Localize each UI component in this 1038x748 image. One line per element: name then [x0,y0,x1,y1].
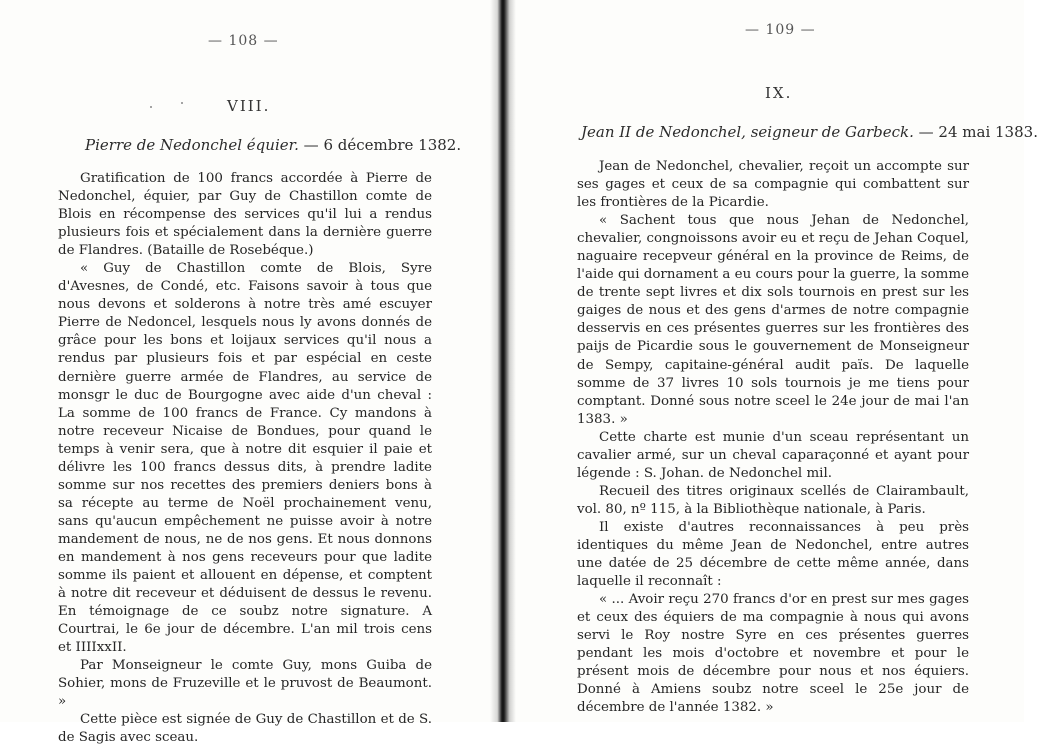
title-date: — 24 mai 1383. [913,123,1038,141]
ink-speck [150,106,152,108]
right-page [510,0,1038,722]
paragraph: Cette pièce est signée de Guy de Chastillon et de S. de Sagis avec sceau. [58,712,432,746]
title-date: — 6 décembre 1382. [298,136,462,154]
ink-speck [181,102,183,104]
section-heading: IX. [765,84,793,102]
paragraph: Recueil des titres originaux scellés de Clairambault, vol. 80, nº 115, à la Bibliothèque nationale, à Paris. [577,483,969,517]
body-text [577,158,969,717]
page-number: — 108 — [208,33,279,49]
paragraph: Jean de Nedonchel, chevalier, reçoit un accompte sur ses gages et ceux de sa compagnie qui combattent sur les frontières de la Picardie. [577,159,969,211]
paragraph: « Guy de Chastillon comte de Blois, Syre d'Avesnes, de Condé, etc. Faisons savoir à tous que nous devons et solderons à notre très amé escuyer Pierre de Nedoncel, lesquels nous ly avons donnés de grâce pour les bons et loijaux services qu'il nous a rendus par plusieurs fois et par espécial en ceste dernière guerre armée de Flandres, au service de monsgr le duc de Bourgogne avec aide d'un cheval : La somme de 100 francs de France. Cy mandons à notre receveur Nicaise de Bondues, pour quand le temps à venir sera, que à notre dit esquier il paie et délivre les 100 francs dessus dits, à prendre ladite somme sur nos recettes des premiers deniers bons à sa récepte au terme de Noël prochainement venu, sans qu'aucun empêchement ne puisse avoir à notre mandement de nous, ne de nos gens. Et nous donnons en mandement à nos gens receveurs pour que ladite somme ils paient et allouent en dépense, et comptent à notre dit receveur et déduisent de dessus le revenu. En témoignage de ce soubz notre signature. A Courtrai, le 6e jour de décembre. L'an mil trois cens et IIIIxxII. [58,261,432,656]
title-name: Jean II de Nedonchel, seigneur de Garbeck. [581,123,914,141]
page-number: — 109 — [745,22,816,38]
section-title [581,123,1038,141]
section-heading: VIII. [227,97,271,115]
paragraph: Gratification de 100 francs accordée à Pierre de Nedonchel, équier, par Guy de Chastillon comte de Blois en récompense des services qu'il lui a rendus plusieurs fois et spécialement dans la dernière guerre de Flandres. (Bataille de Rosebéque.) [58,171,432,259]
paragraph: Par Monseigneur le comte Guy, mons Guiba de Sohier, mons de Fruzeville et le pruvost de Beaumont. » [58,658,432,710]
paragraph: « ... Avoir reçu 270 francs d'or en prest sur mes gages et ceux des équiers de ma compagnie à nous qui avons servi le Roy nostre Syre en ces présentes guerres pendant les mois d'octobre et novembre et pour le présent mois de décembre pour nous et nos équiers. Donné à Amiens soubz notre sceel le 25e jour de décembre de l'année 1382. » [577,592,969,716]
paragraph: « Sachent tous que nous Jehan de Nedonchel, chevalier, congnoissons avoir eu et reçu de Jehan Coquel, naguaire recepveur général en la province de Reims, de l'aide qui dornament a eu cours pour la guerre, la somme de trente sept livres et dix sols tournois en prest sur les gaiges de nous et des gens d'armes de notre compagnie desservis en ces présentes guerres sur les frontières des paijs de Picardie sous le gouvernement de Monseigneur de Sempy, capitaine-général audit païs. De laquelle somme de 37 livres 10 sols tournois je me tiens pour comptant. Donné sous notre sceel le 24e jour de mai l'an 1383. » [577,213,969,427]
paragraph: Il existe d'autres reconnaissances à peu près identiques du même Jean de Nedonchel, entre autres une datée de 25 décembre de cette même année, dans laquelle il reconnaît : [577,519,969,590]
paragraph: Cette charte est munie d'un sceau représentant un cavalier armé, sur un cheval caparaçonné et ayant pour légende : S. Johan. de Nedonchel mil. [577,429,969,481]
left-page [0,0,496,746]
section-title [85,136,461,154]
body-text [58,170,432,748]
title-name: Pierre de Nedonchel équier. [85,136,299,154]
